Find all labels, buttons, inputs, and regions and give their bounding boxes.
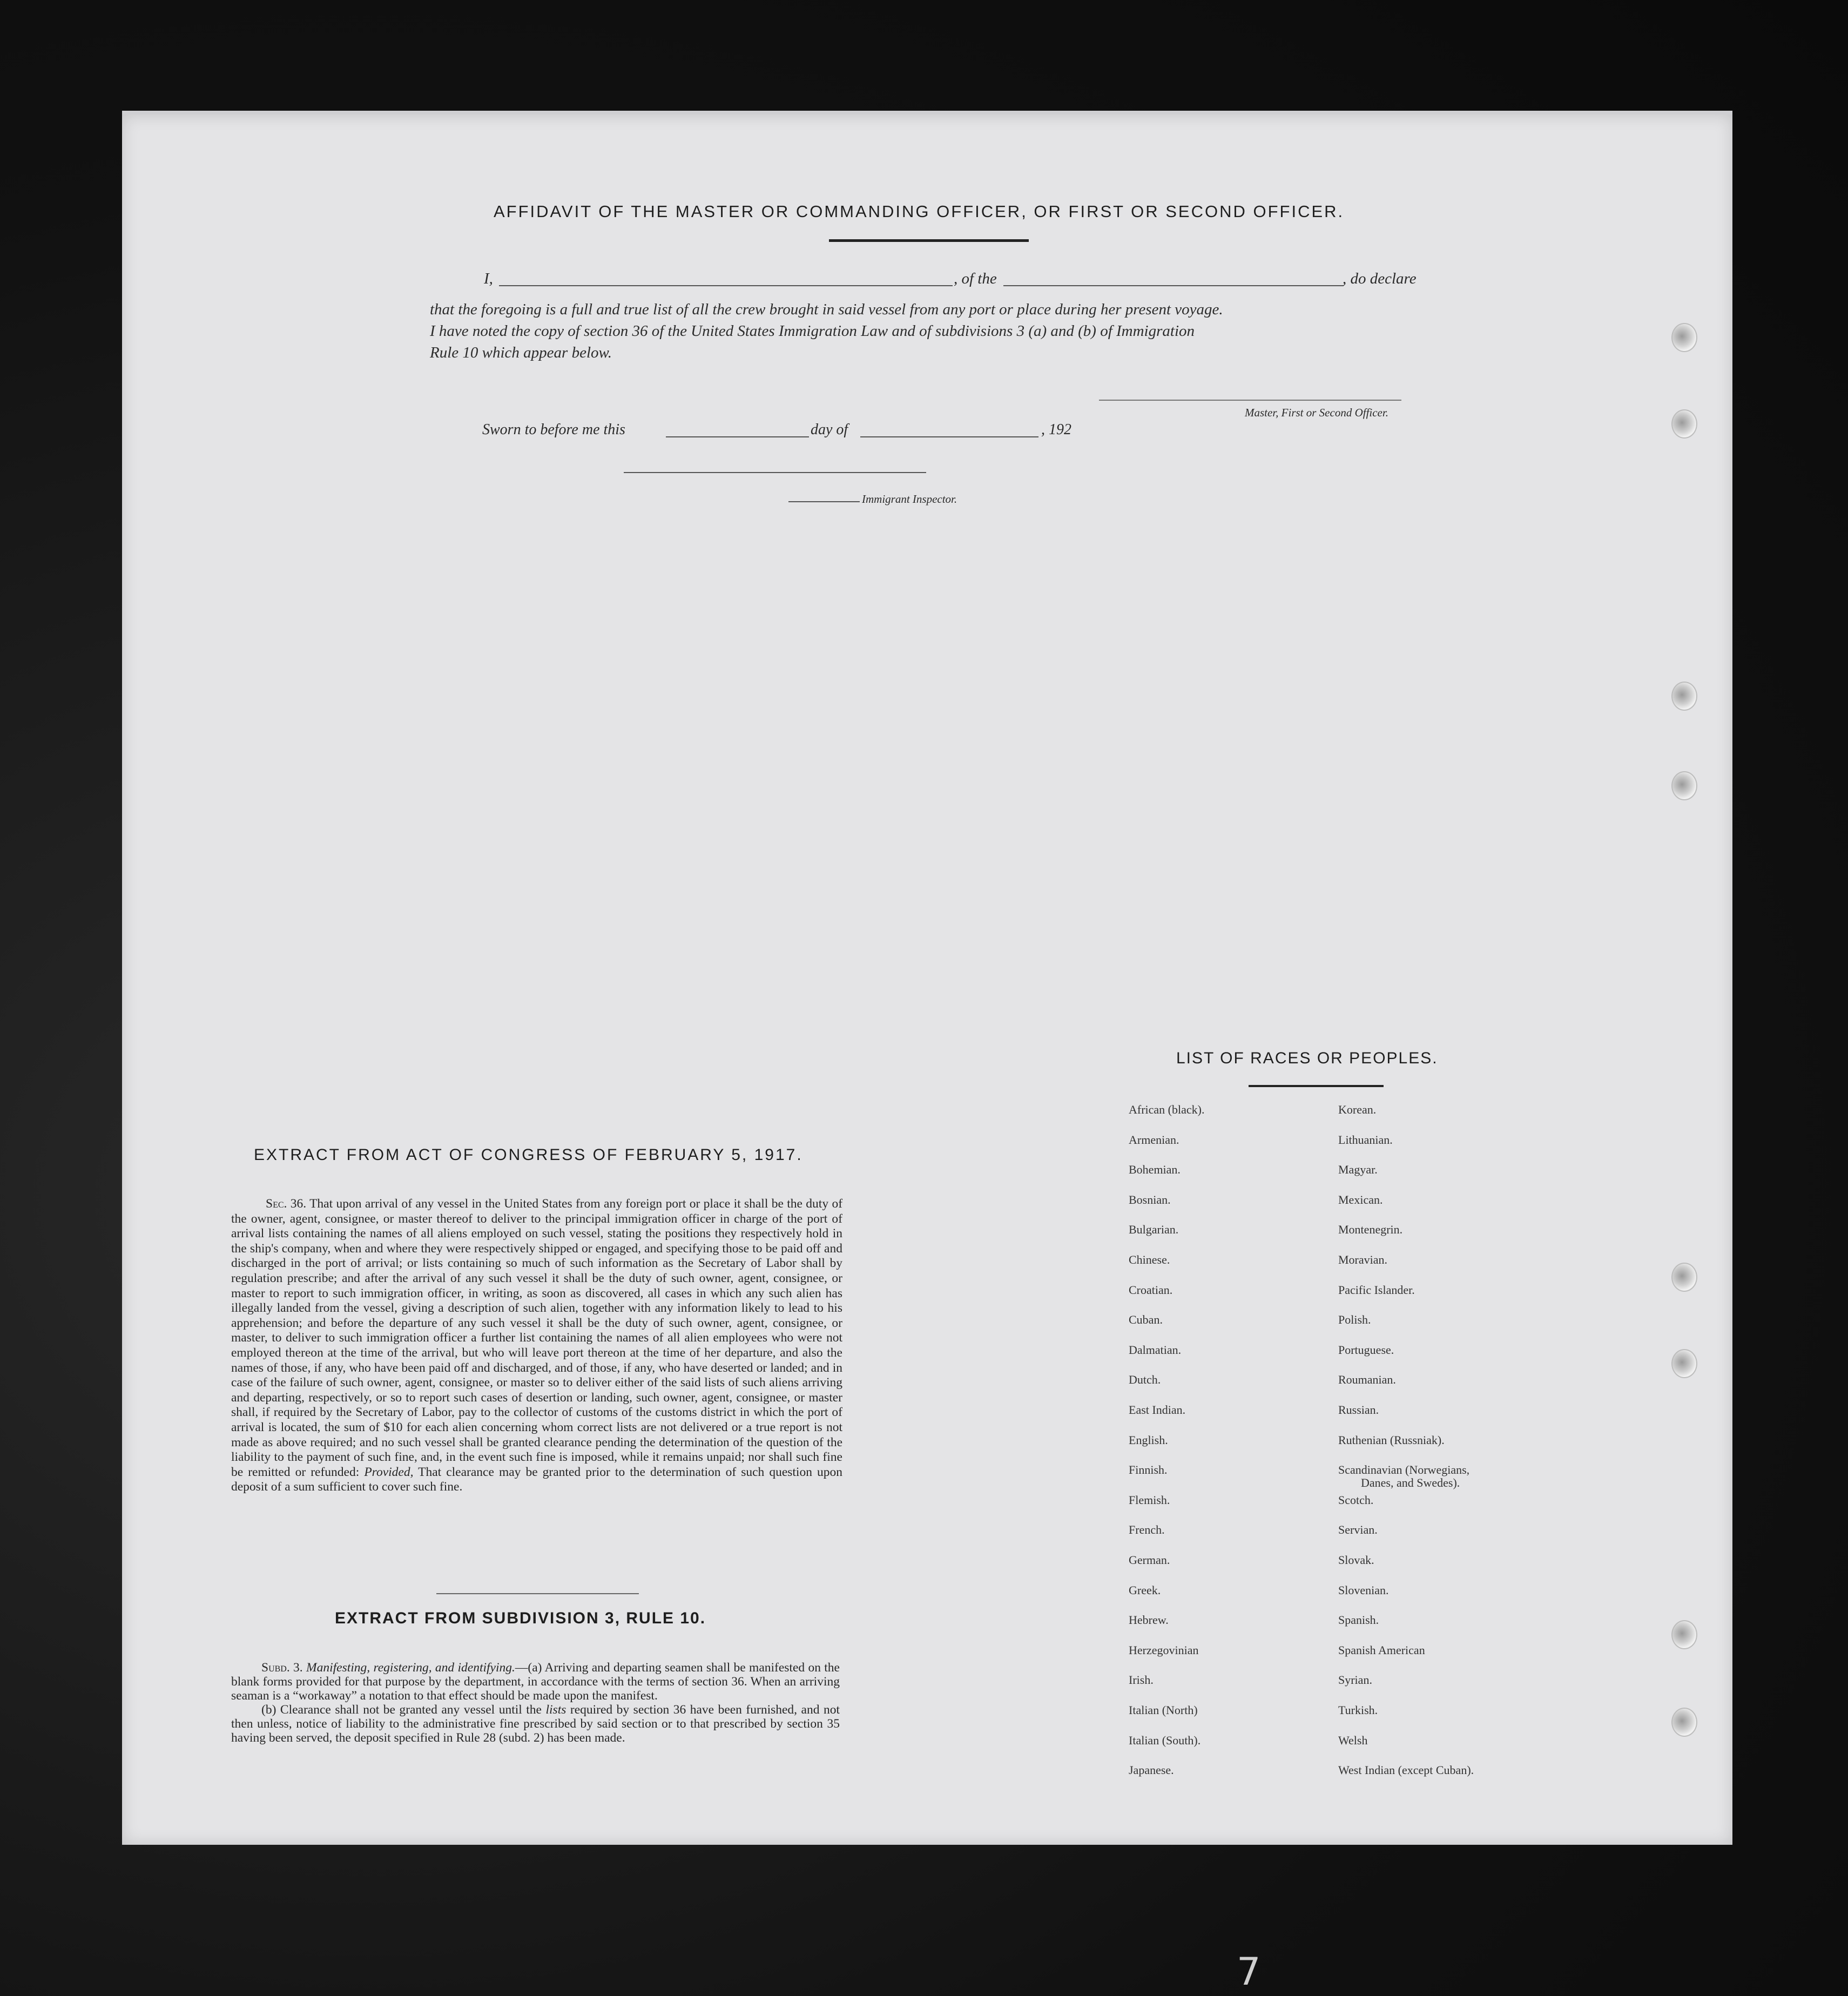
punch-hole — [1671, 1708, 1697, 1737]
race-item: African (black). — [1129, 1103, 1205, 1116]
declaration-line-4: Rule 10 which appear below. — [430, 344, 612, 361]
race-item: Spanish American — [1338, 1643, 1425, 1657]
affidavit-title-rule — [829, 239, 1029, 242]
declaration-line-1 — [484, 270, 1429, 292]
officer-label: Master, First or Second Officer. — [1245, 406, 1388, 419]
race-item: Greek. — [1129, 1583, 1161, 1597]
race-item: Dalmatian. — [1129, 1343, 1182, 1357]
race-item: Slovenian. — [1338, 1583, 1389, 1597]
race-item: Korean. — [1338, 1103, 1377, 1116]
sworn-day-blank — [666, 436, 809, 437]
officer-signature-line — [1099, 400, 1401, 401]
sworn-text: Sworn to before me this — [482, 421, 625, 438]
races-title: LIST OF RACES OR PEOPLES. — [1176, 1049, 1438, 1067]
declaration-i: I, — [484, 270, 493, 287]
races-title-rule — [1249, 1085, 1384, 1087]
race-item: Moravian. — [1338, 1253, 1388, 1266]
affidavit-title: AFFIDAVIT OF THE MASTER OR COMMANDING OFFICER, OR FIRST OR SECOND OFFICER. — [494, 202, 1345, 221]
declaration-of-the: , of the — [954, 270, 997, 287]
race-item: Croatian. — [1129, 1283, 1173, 1297]
rule-extract-body — [231, 1661, 840, 1745]
declaration-declare: , do declare — [1343, 270, 1417, 287]
act-extract-title: EXTRACT FROM ACT OF CONGRESS OF FEBRUARY 5, 1917. — [254, 1146, 803, 1164]
race-item: Lithuanian. — [1338, 1133, 1393, 1147]
race-item: Welsh — [1338, 1734, 1368, 1747]
race-item: French. — [1129, 1523, 1165, 1536]
race-item: East Indian. — [1129, 1403, 1186, 1417]
race-item: Herzegovinian — [1129, 1643, 1199, 1657]
race-item: Italian (North) — [1129, 1703, 1198, 1717]
punch-hole — [1671, 771, 1697, 800]
race-item: Russian. — [1338, 1403, 1379, 1417]
race-item: Danes, and Swedes). — [1361, 1476, 1460, 1489]
inspector-label: Immigrant Inspector. — [862, 493, 957, 505]
race-item: Bulgarian. — [1129, 1223, 1179, 1236]
sec-label: Sec. 36. — [266, 1197, 307, 1211]
race-item: Mexican. — [1338, 1193, 1383, 1206]
sec-body: That upon arrival of any vessel in the United States from any foreign port or place it shall be the duty of the owner, agent, consignee, or master thereof to deliver to the principal immigration officer in charge of the port of arrival lists containing the names of all aliens employed on such vessel, stating the positions they respectively hold in the ship's company, when and where they were respectively shipped or engaged, and specifying those to be paid off and discharged in the port of arrival; or lists containing so much of such information as the Secretary of Labor shall by regulation prescribe; and after the arrival of any such vessel it shall be the duty of such owner, agent, consignee, or master to report to such immigration officer, in writing, as soon as discovered, all cases in which any such alien has illegally landed from the vessel, giving a description of such alien, together with any information likely to lead to his apprehension; and before the departure of any such vessel it shall be the duty of such owner, agent, consignee, or master, to deliver to such immigration officer a further list containing the names of all alien employees who were not employed thereon at the time of the arrival, but who will leave port thereon at the time of her departure, and also the names of those, if any, who have been paid off and discharged, and of those, if any, who have deserted or landed; and in case of the failure of such owner, agent, consignee, or master so to deliver either of the said lists of such aliens arriving and departing, respectively, or so to report such cases of desertion or landing, such owner, agent, consignee, or master shall, if required by the Secretary of Labor, pay to the collector of customs of the customs district in which the port of arrival is located, the sum of $10 for each alien concerning whom correct lists are not delivered or a true report is not made as above required; and no such vessel shall be granted clearance pending the determination of the question of the liability to the payment of such fine, and, in the event such fine is imposed, while it remains unpaid; nor shall such fine be remitted or refunded: — [231, 1197, 843, 1479]
race-item: English. — [1129, 1433, 1168, 1447]
race-item: Japanese. — [1129, 1763, 1174, 1777]
race-item: Slovak. — [1338, 1553, 1374, 1567]
race-item: Bohemian. — [1129, 1163, 1181, 1176]
race-item: Turkish. — [1338, 1703, 1378, 1717]
race-item: German. — [1129, 1553, 1170, 1567]
race-item: Hebrew. — [1129, 1613, 1169, 1627]
race-item: Flemish. — [1129, 1493, 1170, 1507]
name-blank — [499, 285, 953, 286]
race-item: Dutch. — [1129, 1373, 1161, 1386]
race-item: Pacific Islander. — [1338, 1283, 1415, 1297]
race-item: Syrian. — [1338, 1673, 1372, 1687]
race-item: Scandinavian (Norwegians, — [1338, 1463, 1470, 1476]
rule-extract-title: EXTRACT FROM SUBDIVISION 3, RULE 10. — [335, 1609, 706, 1627]
punch-hole — [1671, 323, 1697, 352]
race-item: Polish. — [1338, 1313, 1371, 1326]
inspector-short-line — [788, 501, 860, 502]
subd-heading: Manifesting, registering, and identifying. — [306, 1661, 515, 1675]
race-item: Finnish. — [1129, 1463, 1168, 1476]
section-divider — [436, 1593, 639, 1594]
race-item: Magyar. — [1338, 1163, 1378, 1176]
page-number-mark: 7 — [1237, 1950, 1261, 1994]
subd-b-start: (b) Clearance shall not be granted any vessel until the — [261, 1703, 542, 1717]
race-item: Roumanian. — [1338, 1373, 1396, 1386]
inspector-signature-line — [624, 472, 926, 473]
race-item: Armenian. — [1129, 1133, 1179, 1147]
race-item: Spanish. — [1338, 1613, 1379, 1627]
race-item: Bosnian. — [1129, 1193, 1171, 1206]
day-of-text: day of — [811, 421, 848, 438]
subd-a-text: —(a) Arriving and departing seamen shall be manifested on the blank forms provided for that purpose by the department, in accordance with the terms of section 36. When an arriving seaman is a “workaway” a notation to that effect should be made upon the manifest. — [231, 1661, 840, 1703]
act-extract-body — [231, 1197, 842, 1495]
sworn-month-blank — [860, 436, 1038, 437]
declaration-line-2: that the foregoing is a full and true list of all the crew brought in said vessel from any port or place during her present voyage. — [430, 301, 1223, 318]
race-item: Ruthenian (Russniak). — [1338, 1433, 1445, 1447]
subd-b-lists: lists — [545, 1703, 566, 1717]
race-item: West Indian (except Cuban). — [1338, 1763, 1474, 1777]
punch-hole — [1671, 409, 1697, 439]
vessel-blank — [1003, 285, 1344, 286]
race-item: Italian (South). — [1129, 1734, 1201, 1747]
race-item: Portuguese. — [1338, 1343, 1394, 1357]
punch-hole — [1671, 1620, 1697, 1649]
declaration-line-3: I have noted the copy of section 36 of the United States Immigration Law and of subdivisions 3 (a) and (b) of Immigration — [430, 322, 1195, 340]
race-item: Montenegrin. — [1338, 1223, 1403, 1236]
race-item: Servian. — [1338, 1523, 1378, 1536]
year-text: , 192 — [1041, 421, 1071, 438]
race-item: Chinese. — [1129, 1253, 1170, 1266]
sworn-line — [482, 421, 1092, 443]
race-item: Scotch. — [1338, 1493, 1374, 1507]
race-item: Irish. — [1129, 1673, 1154, 1687]
declaration-text — [430, 299, 1429, 363]
race-item: Cuban. — [1129, 1313, 1163, 1326]
subd-b-rest: required by section 36 have been furnished, and not then unless, notice of liability to the administrative fine prescribed by said section or to that prescribed by section 35 having been served, the deposit specified in Rule 28 (subd. 2) has been made. — [231, 1703, 840, 1745]
punch-hole — [1671, 1263, 1697, 1292]
subd-label: Subd. 3. — [261, 1661, 303, 1675]
proviso-text: That clearance may be granted prior to the determination of such question upon deposit of a sum sufficient to cover such fine. — [231, 1465, 843, 1494]
punch-hole — [1671, 1349, 1697, 1378]
punch-hole — [1671, 682, 1697, 711]
document-sheet — [122, 114, 1732, 1845]
proviso-word: Provided, — [364, 1465, 414, 1479]
